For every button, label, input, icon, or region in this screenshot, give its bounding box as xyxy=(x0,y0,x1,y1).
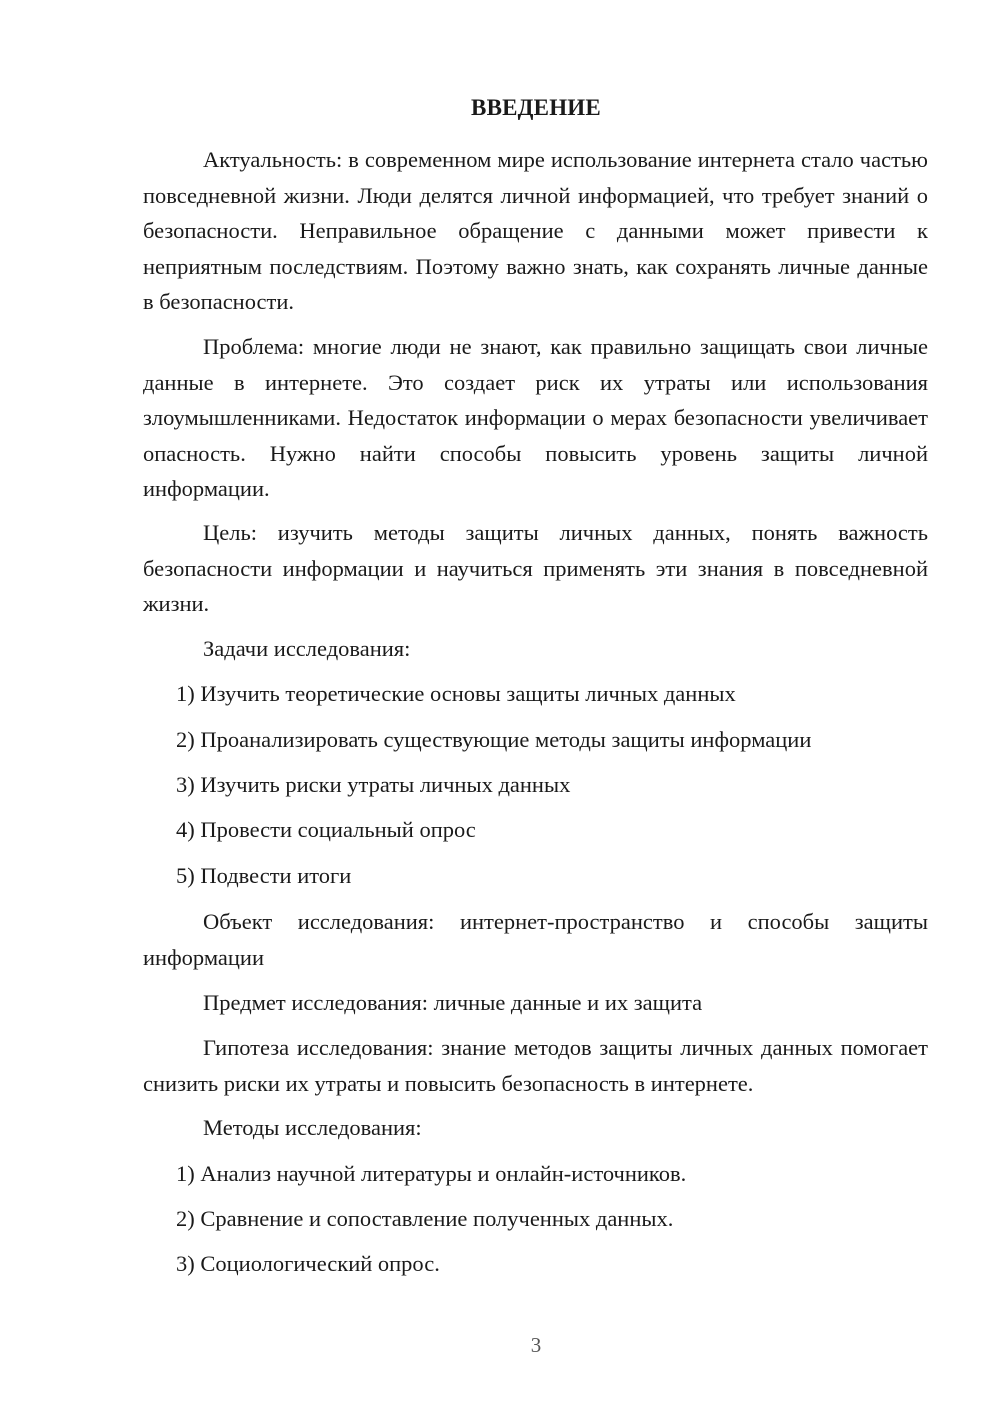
relevance-paragraph: Актуальность: в современном мире использование интернета стало частью повседневной жизни. Люди делятся личной информацией, что требует знаний о безопасности. Неправильное обращение с данными может привести к неприятным последствиям. Поэтому важно знать, как сохранять личные данные в безопасности. xyxy=(143,147,928,314)
page-title: ВВЕДЕНИЕ xyxy=(471,95,601,120)
task-item: 1) Изучить теоретические основы защиты личных данных xyxy=(176,681,736,706)
problem-paragraph: Проблема: многие люди не знают, как правильно защищать свои личные данные в интернете. Это создает риск их утраты или использования злоумышленниками. Недостаток информации о мерах безопасности увеличивает опасность. Нужно найти способы повысить уровень защиты личной информации. xyxy=(143,334,928,501)
hypothesis-paragraph: Гипотеза исследования: знание методов защиты личных данных помогает снизить риски их утраты и повысить безопасность в интернете. xyxy=(143,1035,928,1096)
method-item: 2) Сравнение и сопоставление полученных данных. xyxy=(176,1206,674,1231)
object-paragraph: Объект исследования: интернет-пространство и способы защиты информации xyxy=(143,909,928,970)
method-item: 3) Социологический опрос. xyxy=(176,1251,440,1276)
task-item: 3) Изучить риски утраты личных данных xyxy=(176,772,571,797)
method-item: 1) Анализ научной литературы и онлайн-источников. xyxy=(176,1161,687,1186)
tasks-heading: Задачи исследования: xyxy=(203,636,411,661)
goal-paragraph: Цель: изучить методы защиты личных данных, понять важность безопасности информации и научиться применять эти знания в повседневной жизни. xyxy=(143,520,928,616)
methods-heading: Методы исследования: xyxy=(203,1115,422,1140)
subject-paragraph: Предмет исследования: личные данные и их защита xyxy=(203,990,703,1015)
task-item: 5) Подвести итоги xyxy=(176,863,352,888)
task-item: 2) Проанализировать существующие методы защиты информации xyxy=(176,727,812,752)
page-number: 3 xyxy=(530,1333,542,1357)
task-item: 4) Провести социальный опрос xyxy=(176,817,476,842)
